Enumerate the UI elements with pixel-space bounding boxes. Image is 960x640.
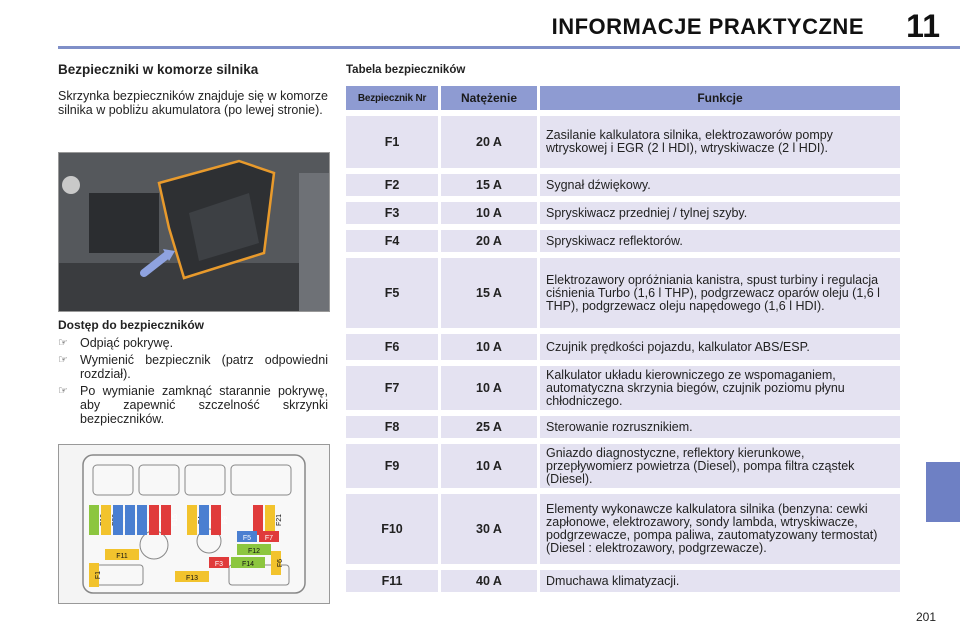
amperage-cell: 10 A	[441, 202, 537, 224]
table-row	[346, 174, 903, 196]
table-row	[346, 202, 903, 224]
engine-compartment-photo	[58, 152, 330, 312]
fuse-label: F7	[264, 535, 274, 542]
function-cell: Elementy wykonawcze kalkulatora silnika (benzyna: cewki zapłonowe, elektrozawory, sondy lambda, wtryskiwacze, podgrzewacze, pompa paliwa, zautomatyzowany termostat) (Diesel : elektrozawory, podgrzewacze).	[540, 494, 900, 564]
engine-photo-illustration	[59, 153, 329, 311]
function-cell: Elektrozawory opróżniania kanistra, spust turbiny i regulacja ciśnienia Turbo (1,6 l THP), podgrzewacz oparów oleju (1,6 l THP), podgrzewacz oleju napędowego (1,6 l HDI).	[540, 258, 900, 328]
amperage-cell: 10 A	[441, 366, 537, 410]
amperage-cell: 20 A	[441, 230, 537, 252]
pointer-icon: ☞	[58, 354, 68, 366]
list-item	[58, 353, 328, 381]
header-rule	[58, 46, 960, 49]
access-section	[58, 318, 328, 429]
fuse-number-cell: F2	[346, 174, 438, 196]
fuse-number-cell: F8	[346, 416, 438, 438]
function-cell: Sterowanie rozrusznikiem.	[540, 416, 900, 438]
amperage-cell: 10 A	[441, 444, 537, 488]
fuse-number-cell: F7	[346, 366, 438, 410]
fuse-label: F13	[185, 575, 199, 582]
table-row	[346, 494, 903, 564]
fuse-box-diagram	[58, 444, 330, 604]
fuse-label: F14	[241, 561, 255, 568]
table-row	[346, 416, 903, 438]
intro-paragraph: Skrzynka bezpieczników znajduje się w komorze silnika w pobliżu akumulatora (po lewej stronie).	[58, 89, 328, 117]
table-row	[346, 258, 903, 328]
function-cell: Kalkulator układu kierowniczego ze wspomaganiem, automatyczna skrzynia biegów, czujnik poziomu płynu chłodniczego.	[540, 366, 900, 410]
function-cell: Gniazdo diagnostyczne, reflektory kierunkowe, przepływomierz powietrza (Diesel), pompa filtra cząstek (Diesel).	[540, 444, 900, 488]
function-cell: Czujnik prędkości pojazdu, kalkulator ABS/ESP.	[540, 334, 900, 360]
fuse-box-svg	[59, 445, 329, 603]
table-row	[346, 116, 903, 168]
step-text: Odpiąć pokrywę.	[80, 336, 174, 350]
chapter-side-tab	[926, 462, 960, 522]
fuse-label: F21	[276, 513, 283, 527]
page-number: 201	[915, 610, 936, 624]
fuse-label: F3	[214, 561, 224, 568]
column-header-amperage: Natężenie	[441, 86, 537, 110]
list-item	[58, 336, 328, 350]
column-header-fuse-number: Bezpiecznik Nr	[346, 86, 438, 110]
table-row	[346, 444, 903, 488]
fuse-number-cell: F5	[346, 258, 438, 328]
list-item	[58, 384, 328, 426]
fuse-number-cell: F1	[346, 116, 438, 168]
table-row	[346, 570, 903, 592]
fuse-table	[346, 86, 903, 598]
table-row	[346, 230, 903, 252]
fuse-label: F9	[222, 515, 229, 525]
column-header-functions: Funkcje	[540, 86, 900, 110]
page-header-title: INFORMACJE PRAKTYCZNE	[551, 14, 864, 39]
fuse-label: F11	[116, 553, 128, 560]
pointer-icon: ☞	[58, 337, 68, 349]
amperage-cell: 40 A	[441, 570, 537, 592]
amperage-cell: 30 A	[441, 494, 537, 564]
pointer-icon: ☞	[58, 385, 68, 397]
fuse-number-cell: F3	[346, 202, 438, 224]
step-text: Po wymianie zamknąć starannie pokrywę, aby zapewnić szczelność skrzynki bezpieczników.	[80, 384, 328, 426]
function-cell: Spryskiwacz przedniej / tylnej szyby.	[540, 202, 900, 224]
fuse-label: F6	[277, 558, 284, 568]
fuse-number-cell: F10	[346, 494, 438, 564]
table-row	[346, 334, 903, 360]
function-cell: Spryskiwacz reflektorów.	[540, 230, 900, 252]
fuse-label: F12	[247, 548, 261, 555]
amperage-cell: 15 A	[441, 174, 537, 196]
chapter-number: 11	[906, 8, 940, 44]
amperage-cell: 15 A	[441, 258, 537, 328]
table-title: Tabela bezpieczników	[346, 64, 466, 76]
function-cell: Sygnał dźwiękowy.	[540, 174, 900, 196]
table-header-row	[346, 86, 903, 110]
function-cell: Dmuchawa klimatyzacji.	[540, 570, 900, 592]
fuse-number-cell: F4	[346, 230, 438, 252]
section-title: Bezpieczniki w komorze silnika	[58, 62, 259, 77]
access-title: Dostęp do bezpieczników	[58, 318, 205, 332]
fuse-number-cell: F6	[346, 334, 438, 360]
fuse-label: F1	[95, 570, 102, 580]
function-cell: Zasilanie kalkulatora silnika, elektrozaworów pompy wtryskowej i EGR (2 l HDI), wtryskiwacze (2 l HDI).	[540, 116, 900, 168]
amperage-cell: 25 A	[441, 416, 537, 438]
fuse-number-cell: F9	[346, 444, 438, 488]
fuse-label: F5	[242, 535, 252, 542]
fuse-label: F15	[172, 513, 179, 527]
table-row	[346, 366, 903, 410]
fuse-number-cell: F11	[346, 570, 438, 592]
step-text: Wymienić bezpiecznik (patrz odpowiedni rozdział).	[80, 353, 328, 381]
amperage-cell: 20 A	[441, 116, 537, 168]
amperage-cell: 10 A	[441, 334, 537, 360]
left-column	[58, 62, 328, 117]
